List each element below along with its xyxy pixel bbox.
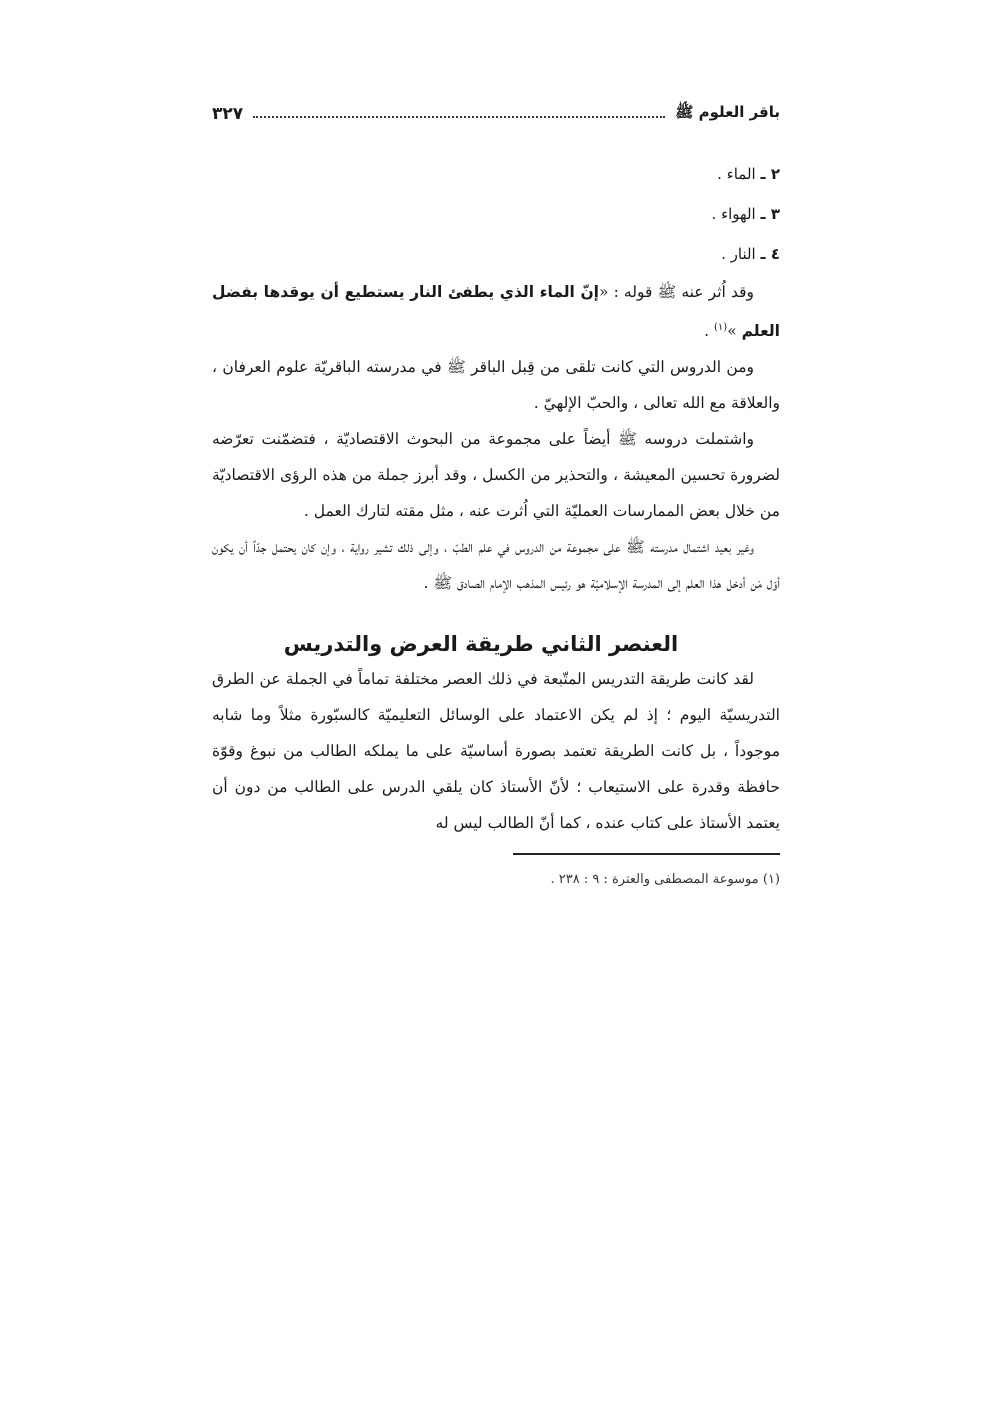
footnote-divider xyxy=(513,853,780,855)
list-item xyxy=(212,154,780,194)
paragraph-irfan: ومن الدروس التي كانت تلقى من قِبل الباقر ﷺ في مدرسته الباقريّة علوم العرفان ، والعلاقة مع الله تعالى ، والحبّ الإلهيّ . xyxy=(212,358,780,413)
quote-end: . xyxy=(704,322,715,341)
document-page xyxy=(212,96,780,891)
running-title: باقر العلوم ﷺ xyxy=(675,103,780,121)
paragraph-teaching-method: لقد كانت طريقة التدريس المتّبعة في ذلك العصر مختلفة تماماً في الجملة عن الطرق التدريسيّة اليوم ؛ إذ لم يكن الاعتماد على الوسائل التعليميّة كالسبّورة مثلاً وما شابه موجوداً ، بل كانت الطريقة تعتمد بصورة أساسيّة على ما يملكه الطالب من نبوغ وقوّة حافظة وقدرة على الاستيعاب ؛ لأنّ الأستاذ كان يلقي الدرس على الطالب من دون أن يعتمد الأستاذ على كتاب عنده ، كما أنّ الطالب ليس له xyxy=(212,670,780,833)
list-item-text: النار . xyxy=(721,245,761,263)
list-item-number: ٣ ـ xyxy=(760,205,780,223)
paragraph-economics: واشتملت دروسه ﷺ أيضاً على مجموعة من البحوث الاقتصاديّة ، فتضمّنت تعرّضه لضرورة تحسين المعيشة ، والتحذير من الكسل ، وقد أبرز جملة من هذه الرؤى الاقتصاديّة من خلال بعض الممارسات العمليّة التي اُثرت عنه ، مثل مقته لتارك العمل . xyxy=(212,430,780,521)
section-heading: العنصر الثاني طريقة العرض والتدريس xyxy=(283,632,679,657)
list-item-number: ٤ ـ xyxy=(760,245,780,263)
quote-text: إنّ الماء الذي يطفئ النار يستطيع أن يوقدها بفضل العلم xyxy=(212,283,780,341)
elements-list xyxy=(212,154,780,274)
footnote-reference: (١) xyxy=(714,322,728,333)
footnote: (١) موسوعة المصطفى والعترة : ٩ : ٢٣٨ . xyxy=(550,872,780,888)
list-item-text: الماء . xyxy=(717,165,761,183)
dotted-leader xyxy=(253,116,665,118)
paragraph-medicine: وغير بعيد اشتمال مدرسته ﷺ على مجموعة من الدروس في علم الطبّ ، وإلى ذلك تشير رواية ، وإن كان يحتمل جدّاً أن يكون أوّل مَن أدخل هذا العلم إلى المدرسة الإسلاميّة هو رئيس المذهب الإمام الصادق ﷺ . xyxy=(212,538,780,593)
page-number: ٣٢٧ xyxy=(212,104,244,124)
list-item xyxy=(212,234,780,274)
quote-lead: وقد اُثر عنه ﷺ قوله : « xyxy=(599,283,754,301)
list-item xyxy=(212,194,780,234)
list-item-number: ٢ ـ xyxy=(760,165,780,183)
running-header xyxy=(212,96,780,132)
quote-close: » xyxy=(727,322,742,341)
paragraph-quote xyxy=(212,274,780,349)
list-item-text: الهواء . xyxy=(711,205,761,223)
